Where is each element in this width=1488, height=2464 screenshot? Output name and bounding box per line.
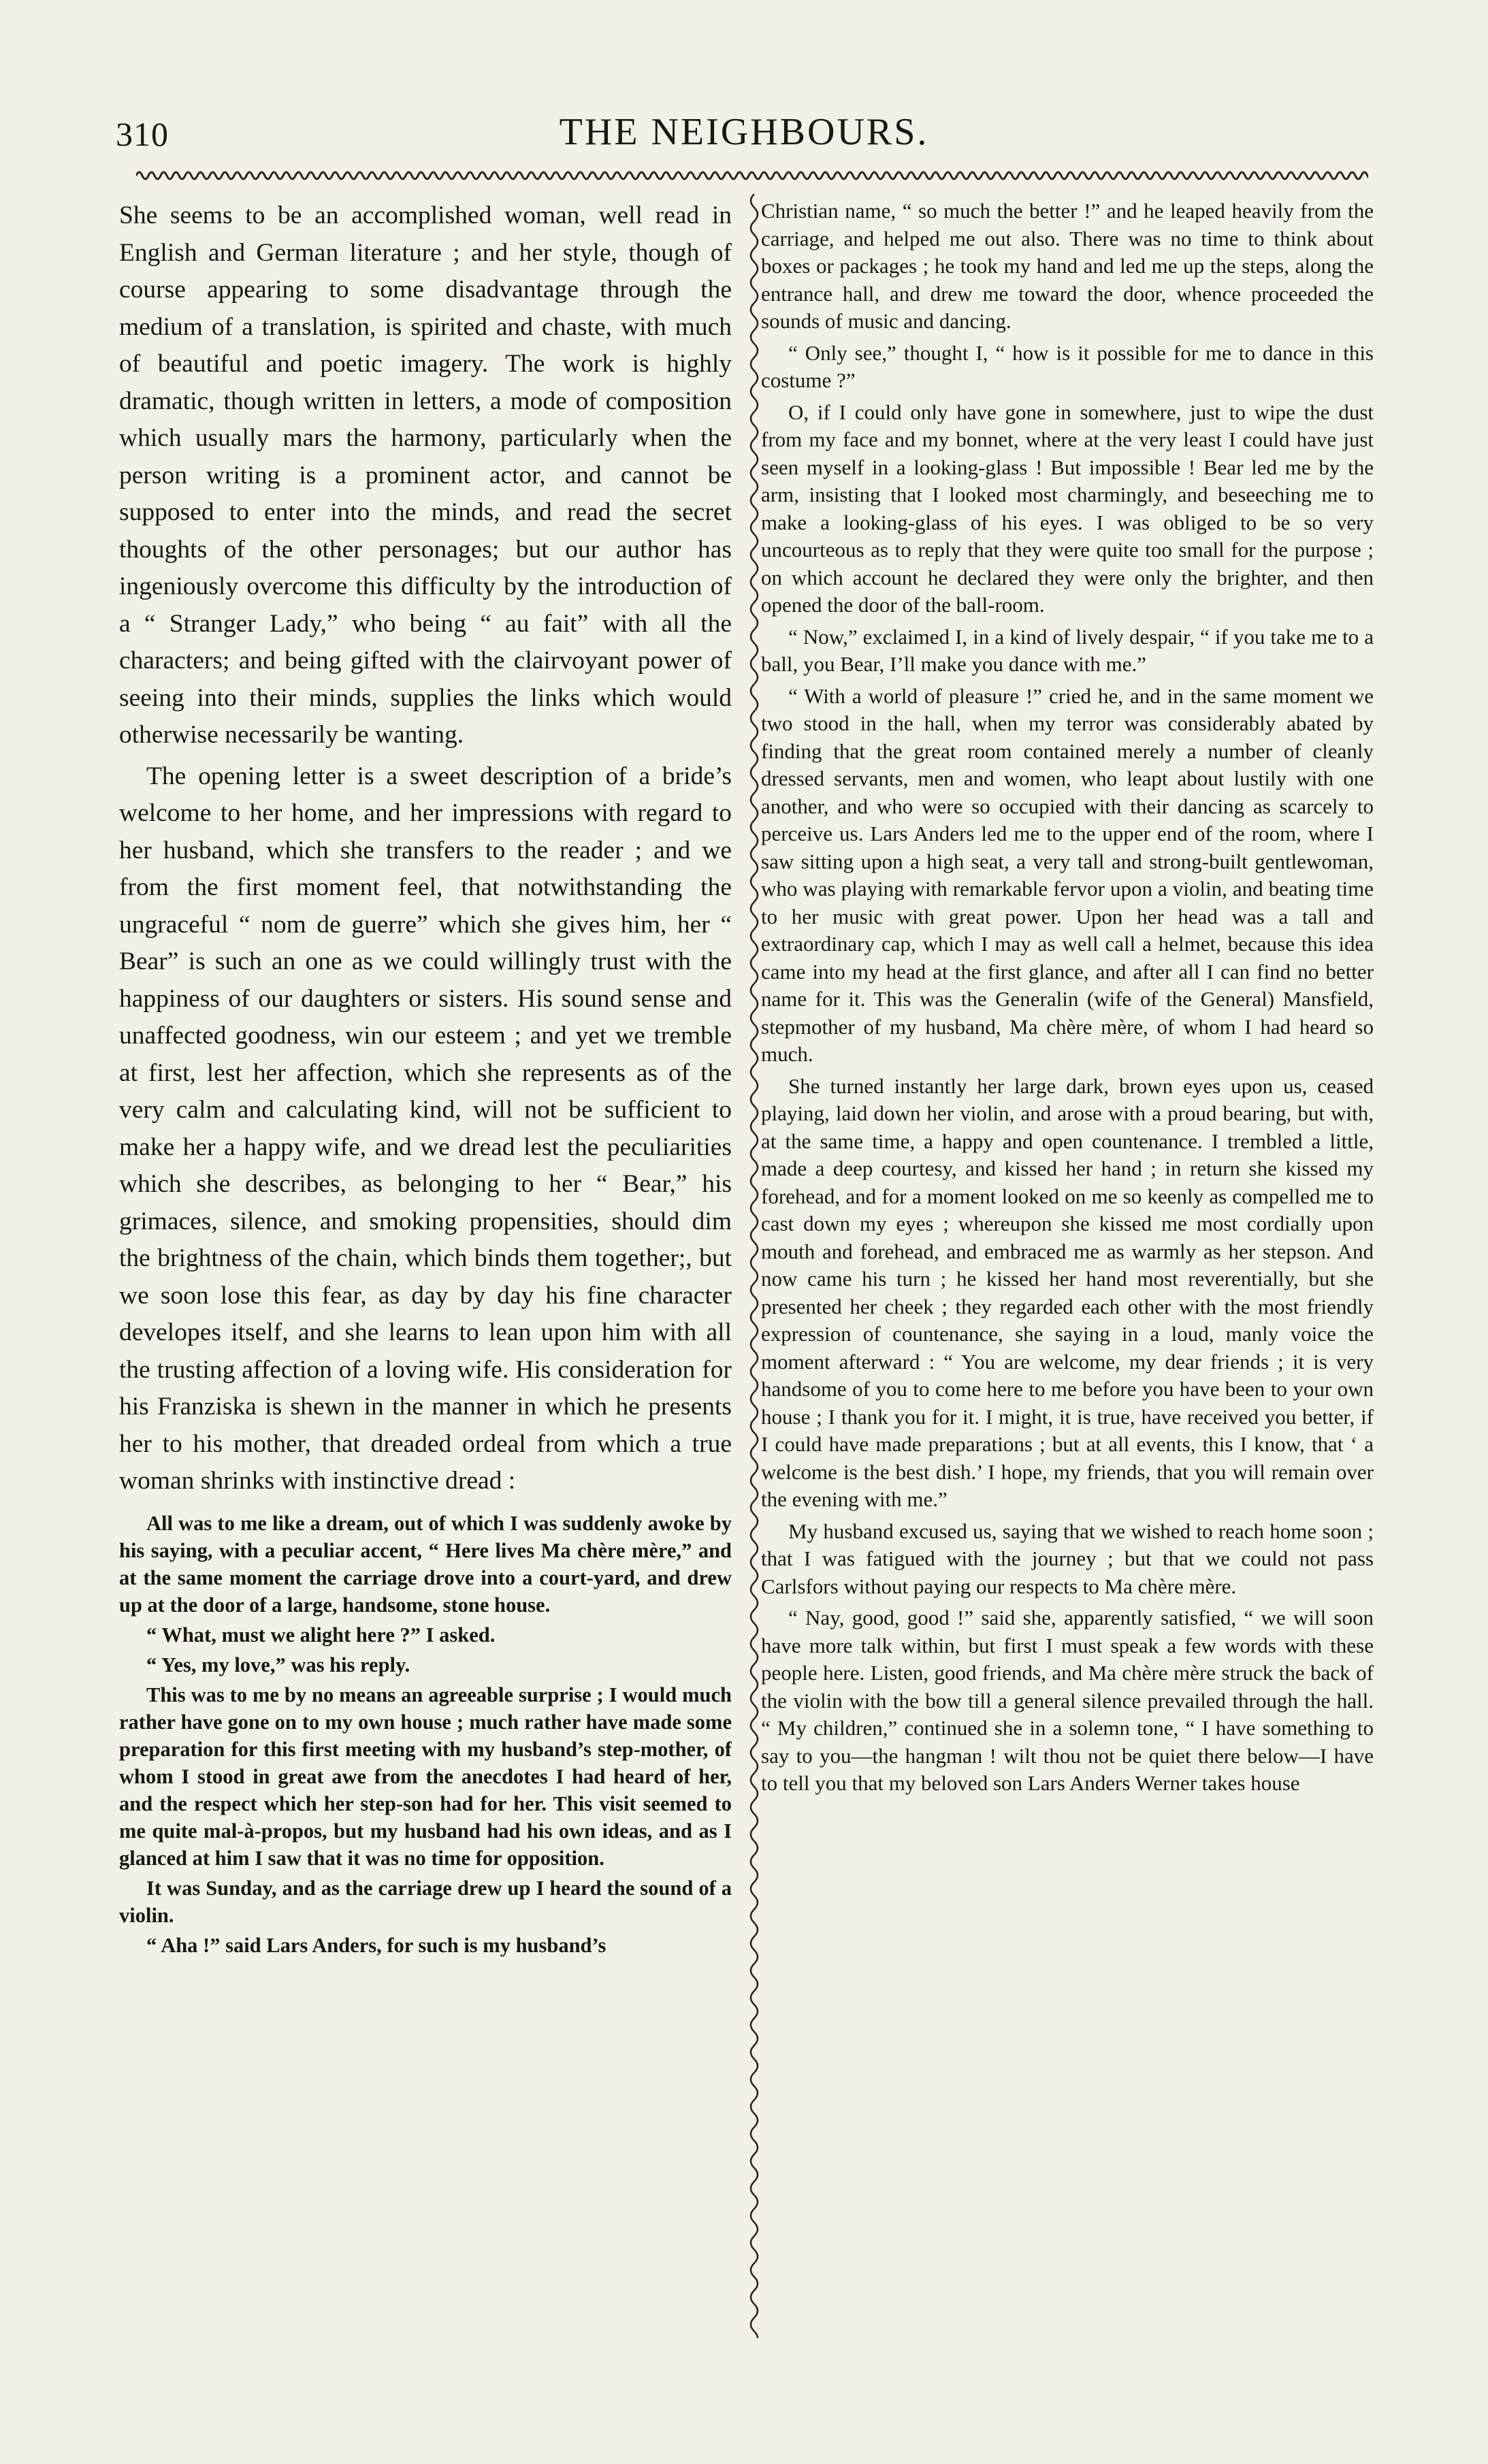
page-number: 310 bbox=[116, 115, 169, 153]
story-paragraph: She turned instantly her large dark, brown eyes upon us, ceased playing, laid down her violin, and arose with a proud bearing, but with, at the same time, a happy and open countenance. I trembled a little, made a deep courtesy, and kissed her hand ; in return she kissed my forehead, and for a moment looked on me so keenly as compelled me to cast down my eyes ; whereupon she kissed me most cordially upon mouth and forehead, and embraced me as warmly as her stepson. And now came his turn ; he kissed her hand most reverentially, but she presented her cheek ; they regarded each other with the most friendly expression of countenance, she saying in a loud, manly voice the moment afterward : “ You are welcome, my dear friends ; it is very handsome of you to come here to me before you have been to your own house ; I thank you for it. I might, it is true, have received you better, if I could have made preparations ; but at all events, this I know, that ‘ a welcome is the best dish.’ I hope, my friends, that you will remain over the evening with me.” bbox=[761, 1073, 1374, 1511]
review-paragraph: The opening letter is a sweet description of a bride’s welcome to her home, and her impressions with regard to her husband, which she transfers to the reader ; and we from the first moment feel, that notwithstanding the ungraceful “ nom de guerre” which she gives him, her “ Bear” is such an one as we could willingly trust with the happiness of our daughters or sisters. His sound sense and unaffected goodness, win our esteem ; and yet we tremble at first, lest her affection, which she represents as of the very calm and calculating kind, will not be sufficient to make her a happy wife, and we dread lest the peculiarities which she describes, as belonging to her “ Bear,” his grimaces, silence, and smoking propensities, should dim the brightness of the chain, which binds them together;, but we soon lose this fear, as day by day his fine character developes itself, and she learns to lean upon him with all the trusting affection of a loving wife. His consideration for his Franziska is shewn in the manner in which he presents her to his mother, that dreaded ordeal from which a true woman shrinks with instinctive dread : bbox=[119, 762, 732, 1495]
right-column bbox=[761, 197, 1374, 2355]
extract-paragraph: “ Aha !” said Lars Anders, for such is my husband’s bbox=[146, 1933, 606, 1957]
wavy-rule bbox=[136, 163, 1368, 188]
running-head: THE NEIGHBOURS. bbox=[559, 111, 929, 153]
left-column bbox=[119, 197, 732, 2355]
story-paragraph: O, if I could only have gone in somewhere, just to wipe the dust from my face and my bonnet, where at the very least I could have just seen myself in a looking-glass ! But impossible ! Bear led me by the arm, insisting that I looked most charmingly, and beseeching me to make a looking-glass of his eyes. I was obliged to be so very uncourteous as to reply that they were quite too small for the purpose ; on which account he declared they were only the brighter, and then opened the door of the ball-room. bbox=[761, 400, 1374, 617]
story-paragraph: “ With a world of pleasure !” cried he, and in the same moment we two stood in the hall, when my terror was considerably abated by finding that the great room contained merely a number of cleanly dressed servants, men and women, who leapt about lustily with one another, and who were so occupied with their dancing as scarcely to perceive us. Lars Anders led me to the upper end of the room, where I saw sitting upon a high seat, a very tall and strong-built gentlewoman, who was playing with remarkable fervor upon a violin, and beating time to her music with great power. Upon her head was a tall and extraordinary cap, which I may as well call a helmet, because this idea came into my head at the first glance, and after all I can find no better name for it. This was the Generalin (wife of the General) Mansfield, stepmother of my husband, Ma chère mère, of whom I had heard so much. bbox=[761, 683, 1374, 1066]
story-paragraph: Christian name, “ so much the better !” and he leaped heavily from the carriage, and helped me out also. There was no time to think about boxes or packages ; he took my hand and led me up the steps, along the entrance hall, and drew me toward the door, whence proceeded the sounds of music and dancing. bbox=[761, 199, 1374, 333]
story-paragraph: “ Nay, good, good !” said she, apparently satisfied, “ we will soon have more talk within, but first I must speak a few words with these people here. Listen, good friends, and Ma chère mère struck the back of the violin with the bow till a general silence prevailed through the hall. “ My children,” continued she in a solemn tone, “ I have something to say to you—the hangman ! wilt thou not be quiet there below—I have to tell you that my beloved son Lars Anders Werner takes house bbox=[761, 1606, 1374, 1795]
extract-paragraph: This was to me by no means an agreeable surprise ; I would much rather have gone on to my own house ; much rather have made some preparation for this first meeting with my husband’s step-mother, of whom I stood in great awe from the anecdotes I had heard of her, and the respect which her step-son had for her. This visit seemed to me quite mal-à-propos, but my husband had his own ideas, and as I glanced at him I saw that it was no time for opposition. bbox=[119, 1683, 732, 1870]
story-paragraph: “ Only see,” thought I, “ how is it possible for me to dance in this costume ?” bbox=[761, 340, 1374, 392]
review-paragraph: She seems to be an accomplished woman, well read in English and German literature ; and her style, though of course appearing to some disadvantage through the medium of a translation, is spirited and chaste, with much of beautiful and poetic imagery. The work is highly dramatic, though written in letters, a mode of composition which usually mars the harmony, particularly when the person writing is a prominent actor, and cannot be supposed to enter into the minds, and read the secret thoughts of the other personages; but our author has ingeniously overcome this difficulty by the introduction of a “ Stranger Lady,” who being “ au fait” with all the characters; and being gifted with the clairvoyant power of seeing into their minds, supplies the links which would otherwise necessarily be wanting. bbox=[119, 201, 732, 749]
extract-paragraph: It was Sunday, and as the carriage drew up I heard the sound of a violin. bbox=[119, 1876, 732, 1927]
story-paragraph: “ Now,” exclaimed I, in a kind of lively despair, “ if you take me to a ball, you Bear, I’ll make you dance with me.” bbox=[761, 624, 1374, 676]
extract-paragraph: “ What, must we alight here ?” I asked. bbox=[146, 1623, 496, 1647]
extract-paragraph: “ Yes, my love,” was his reply. bbox=[146, 1653, 410, 1676]
story-paragraph: My husband excused us, saying that we wished to reach home soon ; that I was fatigued with the journey ; but that we could not pass Carlsfors without paying our respects to Ma chère mère. bbox=[761, 1519, 1374, 1598]
extract-paragraph: All was to me like a dream, out of which I was suddenly awoke by his saying, with a peculiar accent, “ Here lives Ma chère mère,” and at the same moment the carriage drove into a court-yard, and drew up at the door of a large, handsome, stone house. bbox=[119, 1511, 732, 1617]
